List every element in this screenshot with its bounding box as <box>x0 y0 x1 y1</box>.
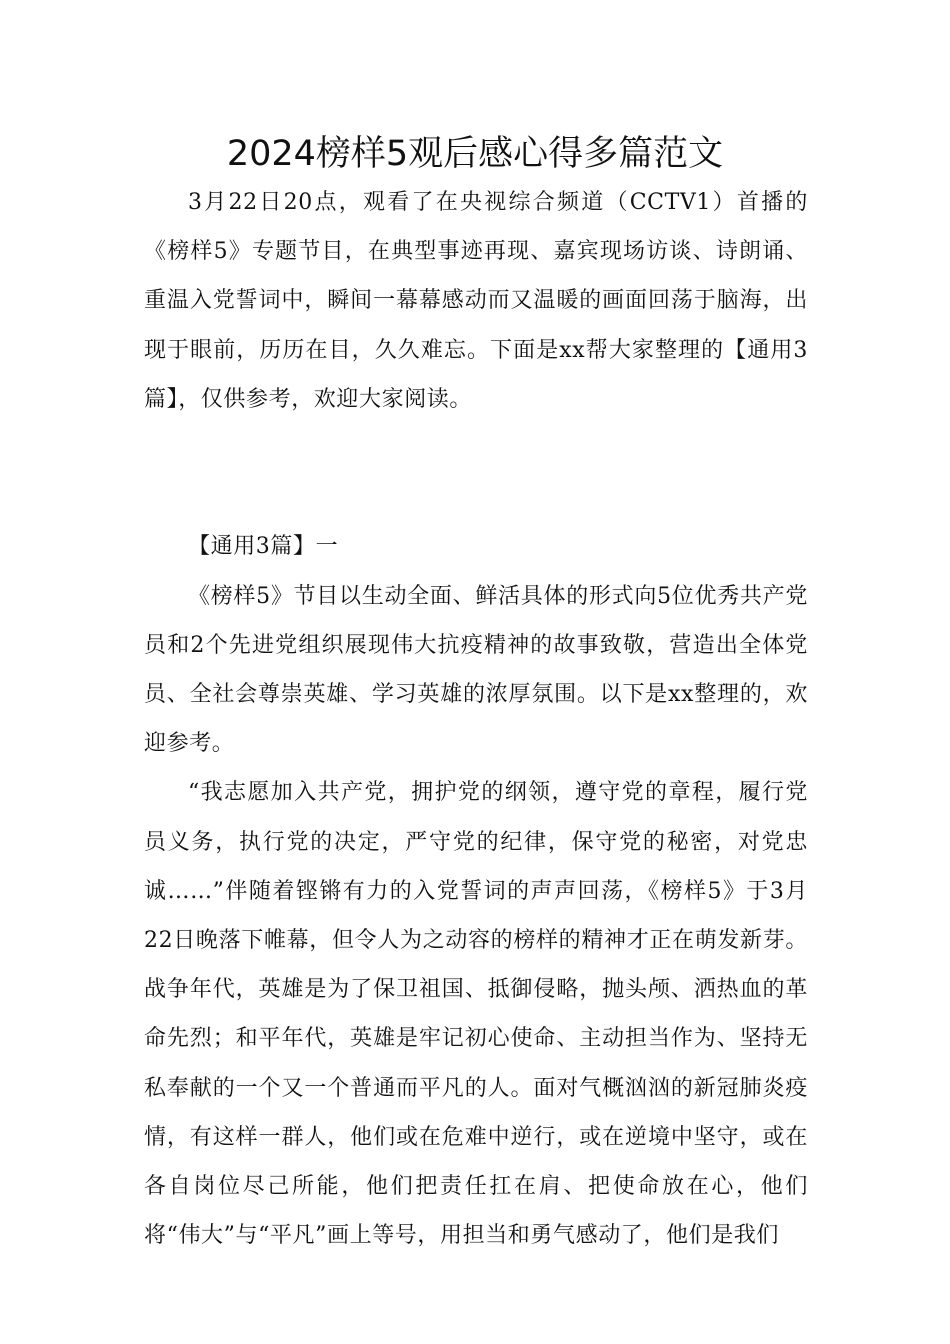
paragraph-gap <box>144 473 808 522</box>
body-paragraph-2: “我志愿加入共产党，拥护党的纲领，遵守党的章程，履行党员义务，执行党的决定，严守党的纪律，保守党的秘密，对党忠诚……”伴随着铿锵有力的入党誓词的声声回荡，《榜样5》于3月22日晚落下帷幕，但令人为之动容的榜样的精神才正在萌发新芽。战争年代，英雄是为了保卫祖国、抵御侵略，抛头颅、洒热血的革命先烈；和平年代，英雄是牢记初心使命、主动担当作为、坚持无私奉献的一个又一个普通而平凡的人。面对气概汹汹的新冠肺炎疫情，有这样一群人，他们或在危难中逆行，或在逆境中坚守，或在各自岗位尽己所能，他们把责任扛在肩、把使命放在心，他们将“伟大”与“平凡”画上等号，用担当和勇气感动了，他们是我们 <box>144 780 808 1249</box>
body-paragraph-1: 《榜样5》节目以生动全面、鲜活具体的形式向5位优秀共产党员和2个先进党组织展现伟大抗疫精神的故事致敬，营造出全体党员、全社会尊崇英雄、学习英雄的浓厚氛围。以下是xx整理的，欢迎参考。 <box>144 583 808 757</box>
document-title: 2024榜样5观后感心得多篇范文 <box>226 134 724 174</box>
section-heading: 【通用3篇】一 <box>188 534 339 560</box>
intro-paragraph: 3月22日20点，观看了在央视综合频道（CCTV1）首播的《榜样5》专题节目，在典型事迹再现、嘉宾现场访谈、诗朗诵、重温入党誓词中，瞬间一幕幕感动而又温暖的画面回荡于脑海，出现于眼前，历历在目，久久难忘。下面是xx帮大家整理的【通用3篇】，仅供参考，欢迎大家阅读。 <box>144 190 808 412</box>
document-body <box>144 178 808 1260</box>
paragraph-gap <box>144 424 808 473</box>
